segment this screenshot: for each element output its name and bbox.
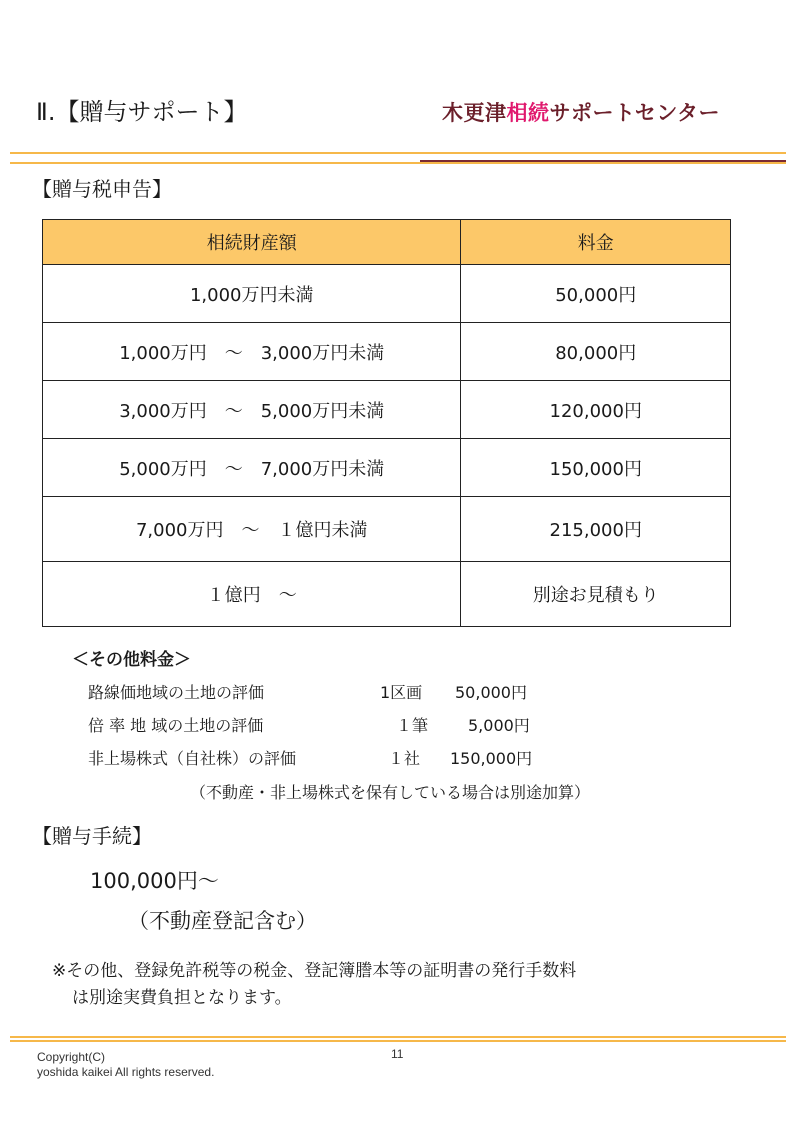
page-title: Ⅱ.【贈与サポート】 [36,98,248,126]
other-fee-label: 倍 率 地 域の土地の評価 [88,716,264,735]
fee-table [42,219,731,627]
table-header-row [43,220,731,265]
fee-cell: 80,000円 [461,323,731,381]
header-rule [10,152,786,154]
range-cell: 1,000万円未満 [43,265,461,323]
table-row [43,439,731,497]
other-fee-amount: 5,000円 [468,716,530,735]
copyright-line-1: Copyright(C) [37,1050,106,1064]
other-fee-amount: 150,000円 [450,749,533,768]
other-fee-item [0,681,794,705]
table-row [43,562,731,627]
other-fee-unit: １社 [388,749,421,768]
range-cell: １億円 ～ [43,562,461,627]
fee-cell: 別途お見積もり [461,562,731,627]
header-rule-lower [10,162,786,164]
footer-rule-lower [10,1040,786,1042]
header-asset-amount: 相続財産額 [43,220,461,265]
page-number: 11 [391,1047,404,1061]
other-fee-label: 非上場株式（自社株）の評価 [88,749,297,768]
footnote-line-1: ※その他、登録免許税等の税金、登記簿謄本等の証明書の発行手数料 [52,961,577,981]
range-cell: 7,000万円 ～ １億円未満 [43,497,461,562]
range-cell: 1,000万円 ～ 3,000万円未満 [43,323,461,381]
fee-cell: 50,000円 [461,265,731,323]
footer-rule [10,1036,786,1038]
brand-logo [442,98,720,128]
brand-suffix: サポートセンター [549,101,721,125]
copyright-line-2: yoshida kaikei All rights reserved. [37,1065,215,1079]
other-fees-heading: ＜その他料金＞ [72,650,191,670]
table-row [43,265,731,323]
fee-cell: 215,000円 [461,497,731,562]
other-fee-amount: 50,000円 [455,683,527,702]
tax-filing-title: 【贈与税申告】 [32,177,172,201]
table-row [43,323,731,381]
other-fee-unit: １筆 [396,716,429,735]
procedure-fee: 100,000円～ [90,869,219,893]
procedure-fee-note: （不動産登記含む） [128,909,317,933]
copyright [37,1050,214,1080]
table-row [43,497,731,562]
header-fee: 料金 [461,220,731,265]
range-cell: 5,000万円 ～ 7,000万円未満 [43,439,461,497]
fee-cell: 150,000円 [461,439,731,497]
other-fee-unit: 1区画 [380,683,423,702]
other-fee-item [0,747,794,771]
other-fee-item [0,714,794,738]
other-fee-label: 路線価地域の土地の評価 [88,683,265,702]
brand-prefix: 木更津 [442,101,507,125]
footnote-line-2: は別途実費負担となります。 [72,988,292,1008]
other-fees-note: （不動産・非上場株式を保有している場合は別途加算） [190,783,591,802]
range-cell: 3,000万円 ～ 5,000万円未満 [43,381,461,439]
brand-accent: 相続 [506,101,550,125]
procedure-title: 【贈与手続】 [32,824,152,848]
footnote [52,958,576,1012]
fee-cell: 120,000円 [461,381,731,439]
table-row [43,381,731,439]
